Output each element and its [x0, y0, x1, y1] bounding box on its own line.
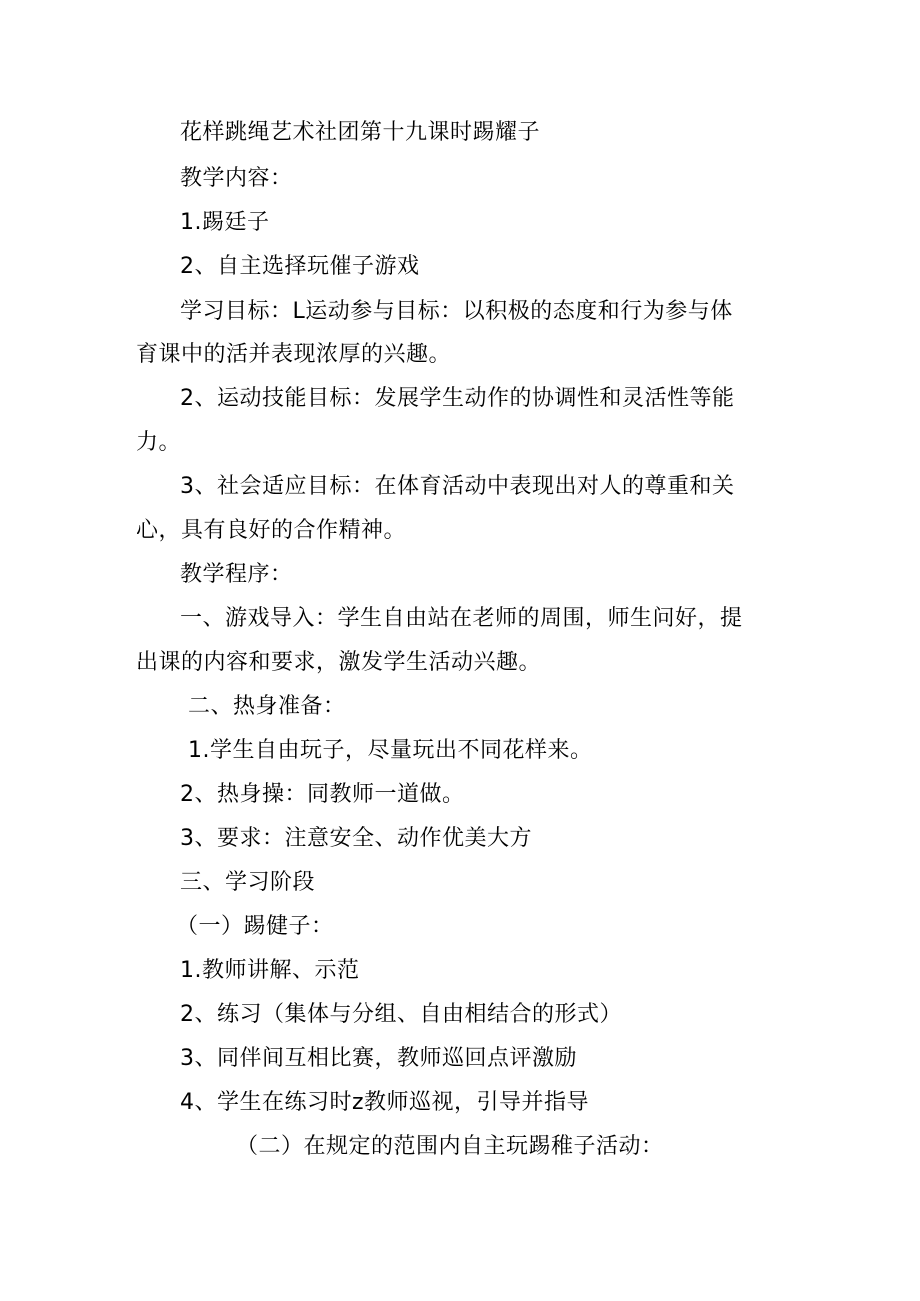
text-line: （一）踢健子： [176, 914, 334, 939]
text-line: 心，具有良好的合作精神。 [136, 518, 407, 543]
text-line: 2、自主选择玩催子游戏 [180, 254, 420, 279]
text-line: 3、社会适应目标：在体育活动中表现出对人的尊重和关 [180, 474, 735, 499]
text-line: 4、学生在练习时z教师巡视，引导并指导 [180, 1090, 590, 1115]
text-line: （二）在规定的范围内自主玩踢稚子活动： [236, 1134, 664, 1159]
text-line: 1.教师讲解、示范 [180, 958, 360, 983]
text-line: 二、热身准备： [188, 694, 346, 719]
text-line: 学习目标：L运动参与目标：以积极的态度和行为参与体 [180, 299, 733, 324]
text-line: 力。 [136, 430, 182, 455]
text-line: 3、同伴间互相比赛，教师巡回点评激励 [180, 1046, 577, 1071]
text-line: 3、要求：注意安全、动作优美大方 [180, 826, 532, 851]
text-line: 一、游戏导入：学生自由站在老师的周围，师生问好，提 [180, 606, 743, 631]
text-line: 出课的内容和要求，激发学生活动兴趣。 [136, 650, 542, 675]
text-line: 教学程序： [180, 562, 293, 587]
text-line: 教学内容： [180, 166, 293, 191]
text-line: 1.踢廷子 [180, 210, 270, 235]
text-line: 1.学生自由玩子，尽量玩出不同花样来。 [188, 738, 593, 763]
document-title: 花样跳绳艺术社团第十九课时踢耀子 [180, 120, 541, 145]
text-line: 2、运动技能目标：发展学生动作的协调性和灵活性等能 [180, 386, 735, 411]
text-line: 2、练习（集体与分组、自由相结合的形式） [180, 1002, 622, 1027]
text-line: 2、热身操：同教师一道做。 [180, 782, 465, 807]
text-line: 三、学习阶段 [180, 870, 316, 895]
text-line: 育课中的活并表现浓厚的兴趣。 [136, 342, 452, 367]
